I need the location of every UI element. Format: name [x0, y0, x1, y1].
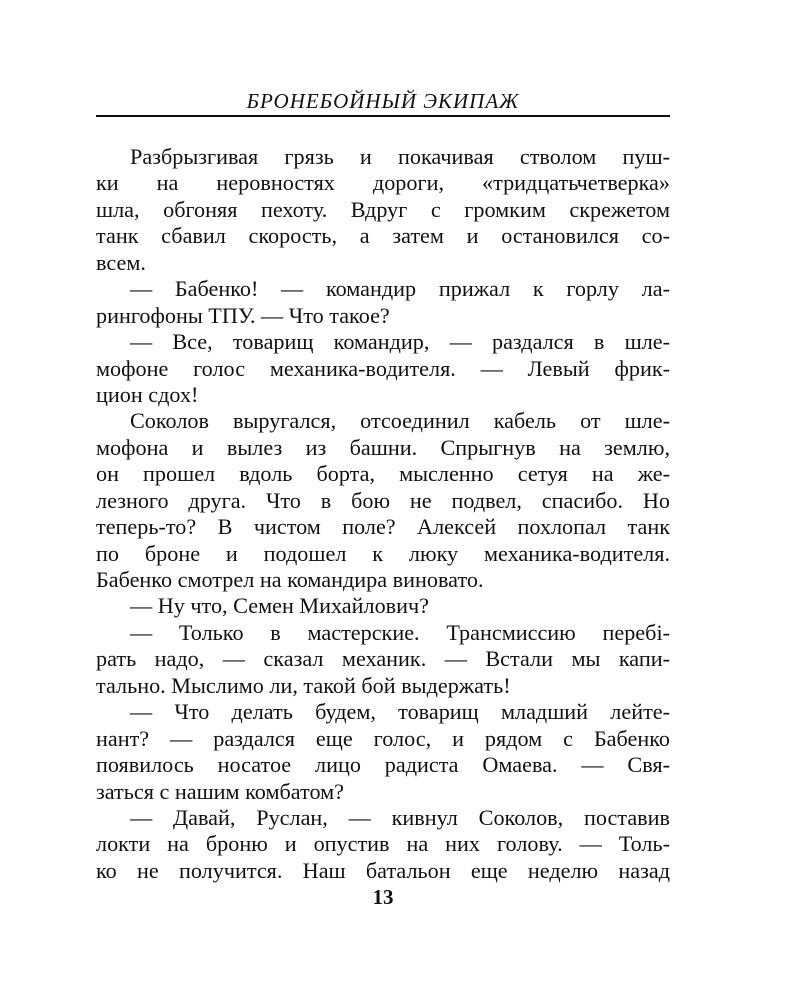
text-line: рингофоны ТПУ. — Что такое? — [96, 302, 390, 328]
text-line: всем. — [96, 249, 146, 275]
text-line: мофоне голос механика-водителя. — Левый фрик- — [96, 355, 670, 381]
text-line: нант? — раздался еще голос, и рядом с Бабенко — [96, 725, 670, 751]
text-line: Разбрызгивая грязь и покачивая стволом пуш- — [130, 144, 670, 169]
text-line: он прошел вдоль борта, мысленно сетуя на же- — [96, 461, 670, 487]
text-line: — Ну что, Семен Михайлович? — [130, 593, 430, 619]
body-text — [96, 144, 670, 884]
text-line: — Давай, Руслан, — кивнул Соколов, поставив — [130, 804, 670, 830]
text-line: — Бабенко! — командир прижал к горлу ла- — [130, 276, 670, 302]
text-line: по броне и подошел к люку механика-водителя. — [96, 540, 670, 566]
text-line: Бабенко смотрел на командира виновато. — [96, 567, 484, 592]
text-line: заться с нашим комбатом? — [96, 778, 345, 804]
text-line: появилось носатое лицо радиста Омаева. — Свя- — [96, 752, 670, 778]
text-line: шла, обгоняя пехоту. Вдруг с громким скрежетом — [96, 196, 670, 222]
page-number: 13 — [372, 885, 394, 909]
text-line: танк сбавил скорость, а затем и остановился со- — [96, 223, 670, 249]
text-line: цион сдох! — [96, 381, 199, 407]
text-line: — Что делать будем, товарищ младший лейте- — [130, 699, 670, 725]
text-line: тально. Мыслимо ли, такой бой выдержать! — [96, 672, 511, 698]
text-line: рать надо, — сказал механик. — Встали мы капи- — [96, 646, 670, 672]
text-line: Соколов выругался, отсоединил кабель от шле- — [130, 408, 670, 434]
text-line: ки на неровностях дороги, «тридцатьчетверка» — [96, 170, 670, 196]
running-head: БРОНЕБОЙНЫЙ ЭКИПАЖ — [246, 89, 520, 113]
text-line: лезного друга. Что в бою не подвел, спасибо. Но — [96, 487, 670, 513]
text-line: — Все, товарищ командир, — раздался в шле- — [130, 329, 670, 355]
text-line: локти на броню и опустив на них голову. — Толь- — [96, 831, 670, 857]
text-line: — Только в мастерские. Трансмиссию перебі- — [130, 619, 670, 645]
text-line: мофона и вылез из башни. Спрыгнув на землю, — [96, 434, 670, 460]
text-line: ко не получится. Наш батальон еще неделю назад — [96, 857, 670, 883]
text-line: теперь-то? В чистом поле? Алексей похлопал танк — [96, 514, 670, 540]
header-rule — [96, 115, 670, 117]
